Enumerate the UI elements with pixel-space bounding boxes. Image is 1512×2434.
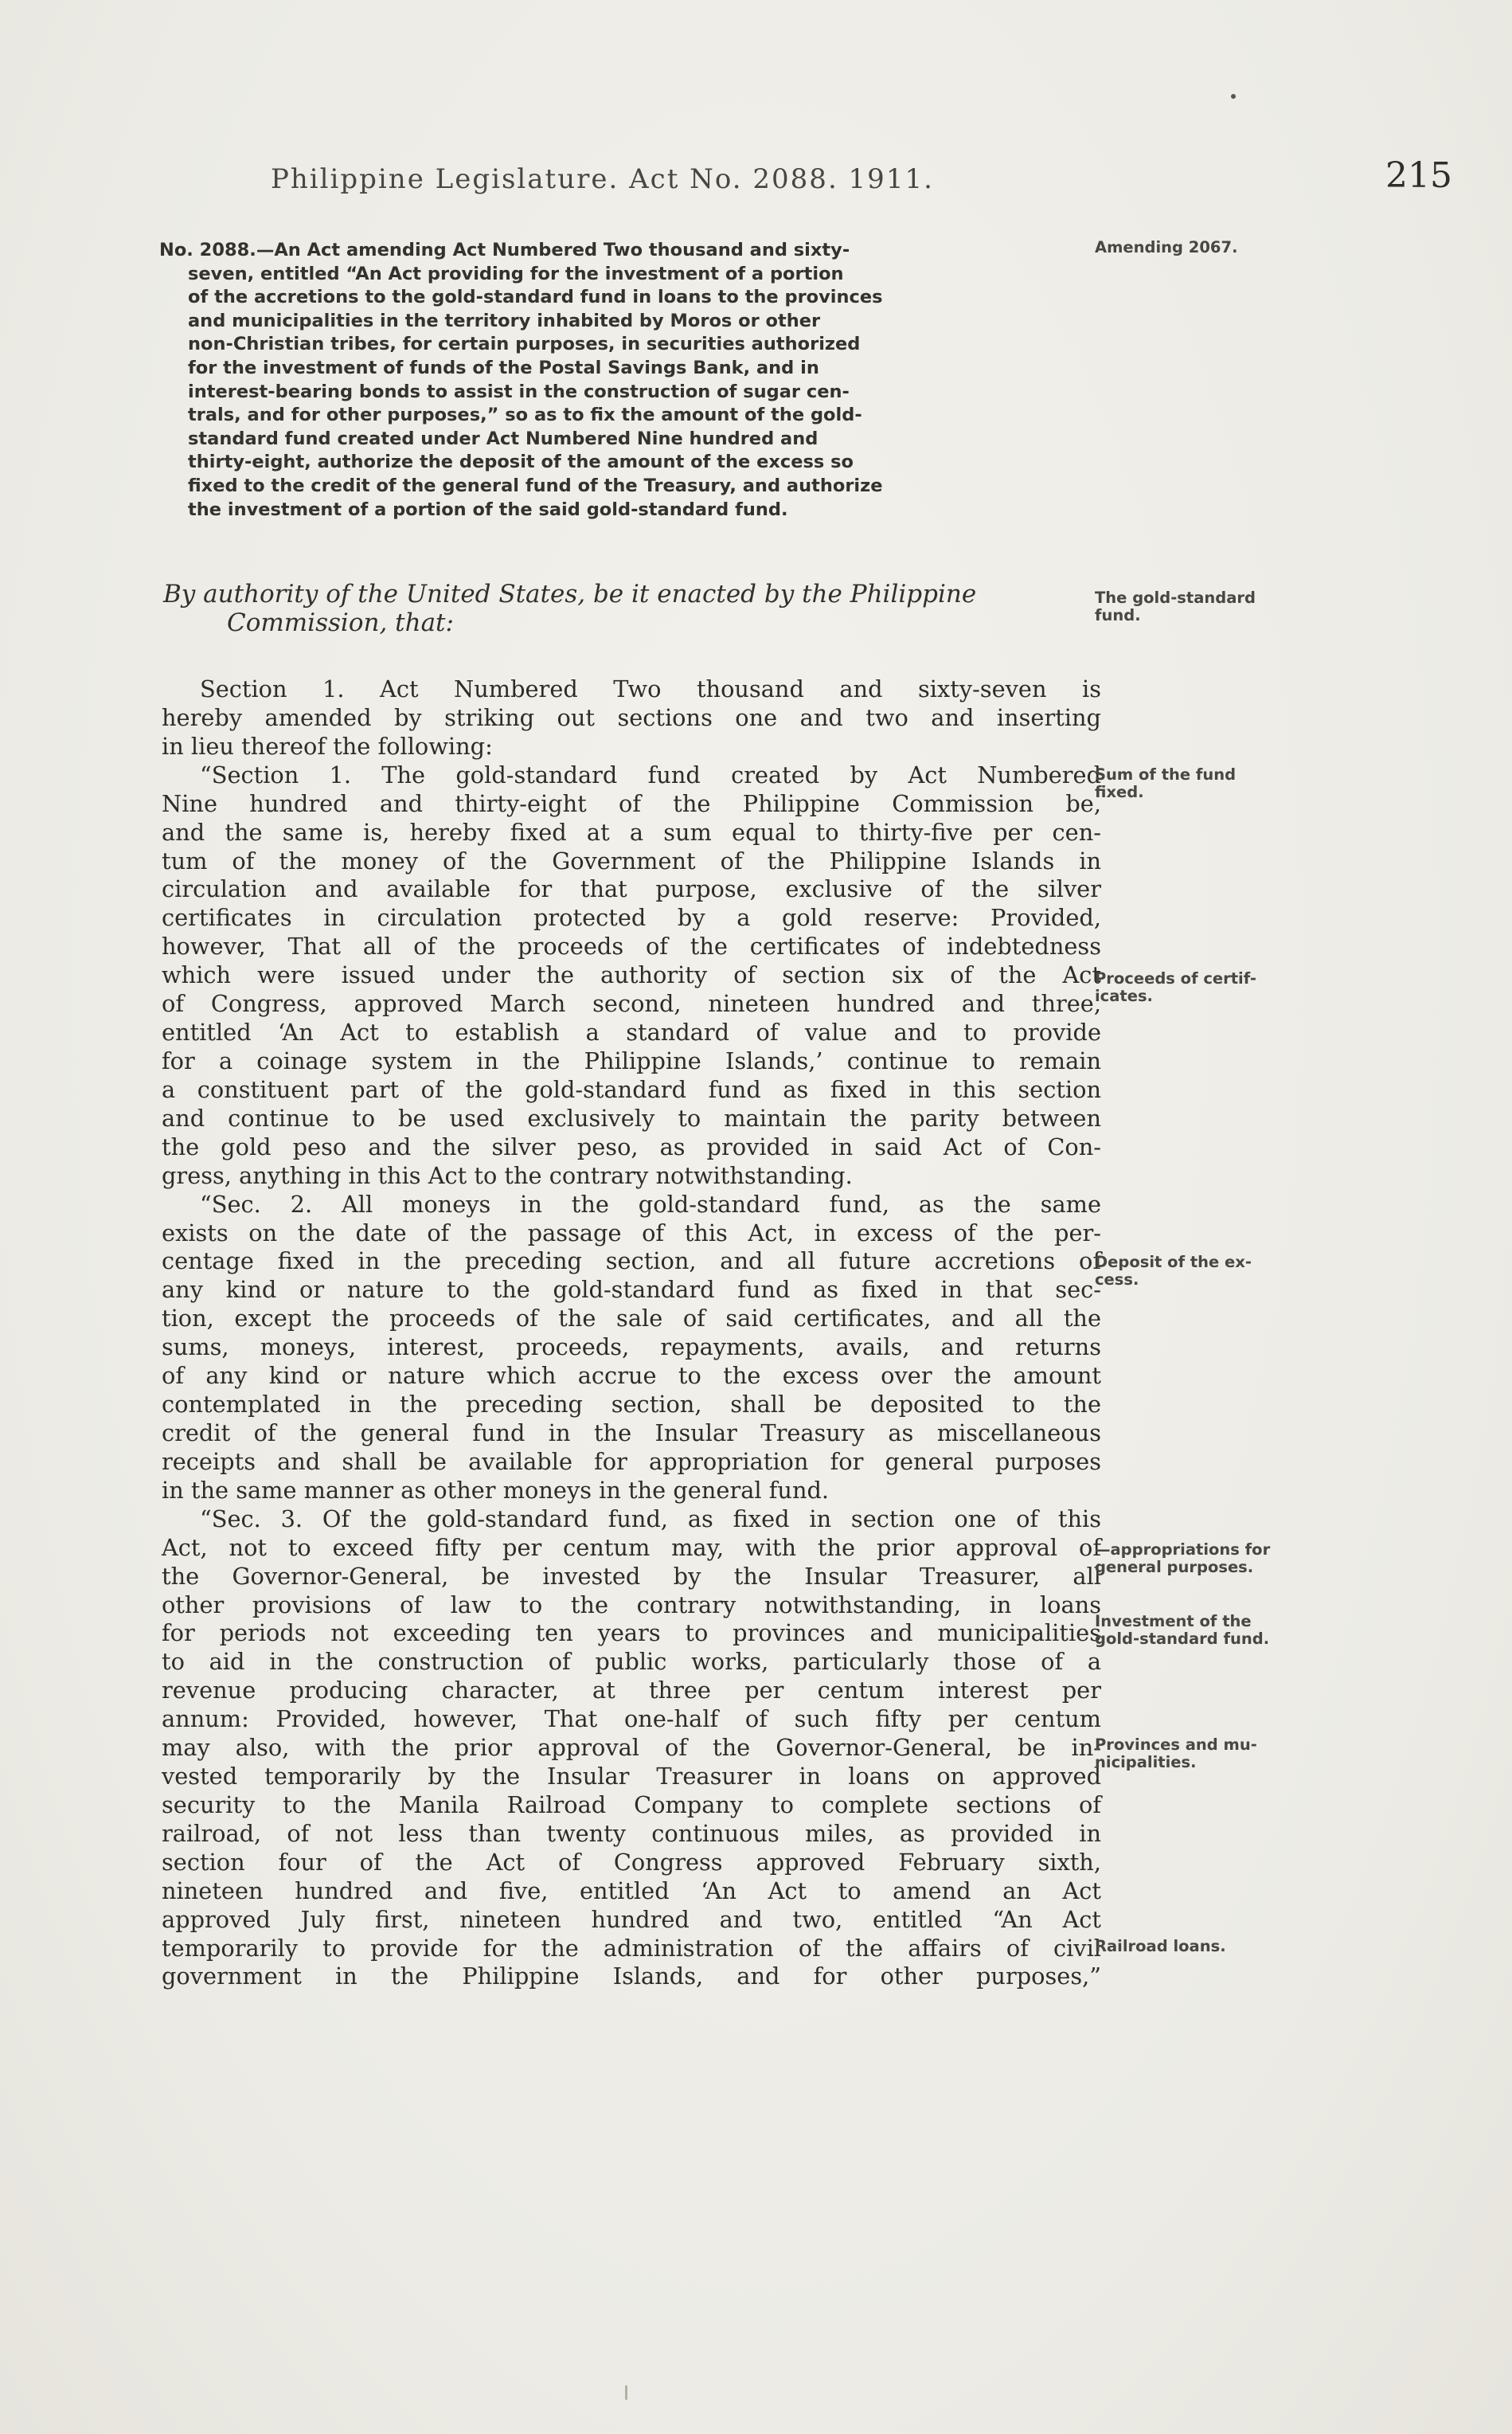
margin-note-amending bbox=[1095, 239, 1350, 256]
body-line: and the same is, hereby fixed at a sum equal to thirty-five per cen- bbox=[162, 818, 1101, 846]
summary-line: non-Christian tribes, for certain purposes, in securities authorized bbox=[188, 334, 861, 355]
margin-note-line: Deposit of the ex- bbox=[1095, 1253, 1252, 1271]
body-line: centage fixed in the preceding section, and all future accretions of bbox=[162, 1247, 1101, 1275]
margin-note-line: nicipalities. bbox=[1095, 1753, 1197, 1771]
margin-note-line: fund. bbox=[1095, 606, 1141, 624]
summary-line: thirty-eight, authorize the deposit of the amount of the excess so bbox=[188, 452, 854, 473]
summary-line: of the accretions to the gold-standard fund in loans to the provinces bbox=[188, 287, 883, 308]
body-line: tion, except the proceeds of the sale of said certificates, and all the bbox=[162, 1305, 1101, 1332]
body-line: the Governor-General, be invested by the Insular Treasurer, all bbox=[162, 1562, 1101, 1590]
body-line: in lieu thereof the following: bbox=[162, 732, 493, 760]
body-line: “Sec. 2. All moneys in the gold-standard fund, as the same bbox=[200, 1190, 1101, 1218]
margin-note-line: icates. bbox=[1095, 987, 1153, 1005]
margin-note-gold-standard-fund bbox=[1095, 589, 1350, 624]
body-line: receipts and shall be available for appropriation for general purposes bbox=[162, 1447, 1101, 1475]
body-line: “Sec. 3. Of the gold-standard fund, as fixed in section one of this bbox=[200, 1505, 1101, 1532]
margin-note-line: Proceeds of certif- bbox=[1095, 969, 1256, 988]
summary-line: trals, and for other purposes,” so as to fix the amount of the gold- bbox=[188, 405, 862, 426]
summary-line: standard fund created under Act Numbered Nine hundred and bbox=[188, 428, 819, 449]
summary-line: fixed to the credit of the general fund of the Treasury, and authorize bbox=[188, 475, 883, 496]
body-line: and continue to be used exclusively to maintain the parity between bbox=[162, 1104, 1101, 1132]
body-line: which were issued under the authority of section six of the Act bbox=[162, 961, 1101, 989]
summary-line: seven, entitled “An Act providing for the investment of a portion bbox=[188, 263, 844, 284]
body-line: annum: Provided, however, That one-half of such fifty per centum bbox=[162, 1705, 1101, 1733]
margin-note-proceeds bbox=[1095, 970, 1350, 1005]
margin-note-railroad bbox=[1095, 1938, 1350, 1955]
body-line: any kind or nature to the gold-standard fund as fixed in that sec- bbox=[162, 1276, 1101, 1304]
body-line: to aid in the construction of public works, particularly those of a bbox=[162, 1648, 1101, 1676]
body-line: approved July first, nineteen hundred and two, entitled “An Act bbox=[162, 1905, 1101, 1933]
summary-line: for the investment of funds of the Postal Savings Bank, and in bbox=[188, 357, 819, 378]
margin-note-line: Provinces and mu- bbox=[1095, 1735, 1257, 1754]
act-body bbox=[162, 675, 1101, 1991]
body-line: Act, not to exceed fifty per centum may, with the prior approval of bbox=[162, 1533, 1101, 1561]
margin-note-line: fixed. bbox=[1095, 783, 1144, 801]
act-summary bbox=[159, 239, 1075, 522]
body-line: circulation and available for that purpose, exclusive of the silver bbox=[162, 875, 1101, 903]
body-line: for periods not exceeding ten years to provinces and municipalities bbox=[162, 1619, 1101, 1647]
body-line: security to the Manila Railroad Company to complete sections of bbox=[162, 1790, 1101, 1818]
margin-note-line: Sum of the fund bbox=[1095, 765, 1237, 784]
body-line: exists on the date of the passage of this Act, in excess of the per- bbox=[162, 1219, 1101, 1246]
body-line: tum of the money of the Government of the Philippine Islands in bbox=[162, 847, 1101, 875]
body-line: for a coinage system in the Philippine Islands,’ continue to remain bbox=[162, 1047, 1101, 1074]
print-mark bbox=[625, 2385, 627, 2400]
margin-note-appropriations bbox=[1095, 1541, 1350, 1576]
body-line: temporarily to provide for the administration of the affairs of civil bbox=[162, 1934, 1101, 1962]
body-line: Nine hundred and thirty-eight of the Philippine Commission be, bbox=[162, 789, 1101, 817]
body-line: credit of the general fund in the Insular Treasury as miscellaneous bbox=[162, 1419, 1101, 1446]
body-line: may also, with the prior approval of the Governor-General, be in- bbox=[162, 1734, 1101, 1762]
body-line: of any kind or nature which accrue to the excess over the amount bbox=[162, 1362, 1101, 1390]
body-line: of Congress, approved March second, nineteen hundred and three, bbox=[162, 990, 1101, 1018]
enacting-line: By authority of the United States, be it enacted by the Philippine bbox=[163, 580, 977, 608]
body-line: revenue producing character, at three per centum interest per bbox=[162, 1677, 1101, 1704]
margin-note-line: Amending 2067. bbox=[1095, 238, 1238, 256]
print-speck bbox=[1231, 94, 1236, 99]
body-line: gress, anything in this Act to the contrary notwithstanding. bbox=[162, 1161, 853, 1189]
body-line: however, That all of the proceeds of the certificates of indebtedness bbox=[162, 933, 1101, 961]
summary-line: and municipalities in the territory inhabited by Moros or other bbox=[188, 310, 821, 331]
body-line: government in the Philippine Islands, and for other purposes,” bbox=[162, 1962, 1101, 1990]
body-line: entitled ‘An Act to establish a standard of value and to provide bbox=[162, 1019, 1101, 1047]
page-number: 215 bbox=[1385, 155, 1452, 196]
margin-note-sum-fixed bbox=[1095, 766, 1350, 801]
running-head: Philippine Legislature. Act No. 2088. 1911. bbox=[271, 163, 934, 195]
body-line: sums, moneys, interest, proceeds, repayments, avails, and returns bbox=[162, 1333, 1101, 1361]
body-line: railroad, of not less than twenty continuous miles, as provided in bbox=[162, 1819, 1101, 1847]
margin-note-line: cess. bbox=[1095, 1270, 1139, 1289]
margin-note-line: general purposes. bbox=[1095, 1558, 1254, 1576]
body-line: nineteen hundred and five, entitled ‘An Act to amend an Act bbox=[162, 1876, 1101, 1904]
body-line: vested temporarily by the Insular Treasurer in loans on approved bbox=[162, 1763, 1101, 1790]
margin-note-deposit bbox=[1095, 1254, 1350, 1289]
body-line: the gold peso and the silver peso, as provided in said Act of Con- bbox=[162, 1133, 1101, 1160]
body-line: contemplated in the preceding section, shall be deposited to the bbox=[162, 1391, 1101, 1419]
body-line: certificates in circulation protected by a gold reserve: Provided, bbox=[162, 904, 1101, 932]
body-line: Section 1. Act Numbered Two thousand and sixty-seven is bbox=[200, 675, 1101, 702]
margin-note-line: —appropriations for bbox=[1095, 1540, 1271, 1559]
body-line: other provisions of law to the contrary notwithstanding, in loans bbox=[162, 1591, 1101, 1618]
summary-line: the investment of a portion of the said gold-standard fund. bbox=[188, 499, 788, 520]
margin-note-line: gold-standard fund. bbox=[1095, 1630, 1270, 1648]
body-line: hereby amended by striking out sections one and two and inserting bbox=[162, 703, 1101, 731]
margin-note-provinces bbox=[1095, 1736, 1350, 1771]
margin-note-line: Railroad loans. bbox=[1095, 1937, 1226, 1955]
margin-note-line: Investment of the bbox=[1095, 1612, 1252, 1630]
summary-line: interest-bearing bonds to assist in the construction of sugar cen- bbox=[188, 381, 850, 402]
enacting-line: Commission, that: bbox=[227, 608, 454, 637]
margin-note-line: The gold-standard bbox=[1095, 589, 1256, 607]
body-line: a constituent part of the gold-standard fund as fixed in this section bbox=[162, 1075, 1101, 1103]
body-line: “Section 1. The gold-standard fund created by Act Numbered bbox=[200, 761, 1101, 789]
margin-note-investment bbox=[1095, 1613, 1350, 1648]
summary-line: No. 2088.—An Act amending Act Numbered Two thousand and sixty- bbox=[159, 240, 850, 260]
body-line: section four of the Act of Congress approved February sixth, bbox=[162, 1848, 1101, 1876]
enacting-clause bbox=[163, 580, 1095, 637]
body-line: in the same manner as other moneys in the general fund. bbox=[162, 1476, 830, 1504]
